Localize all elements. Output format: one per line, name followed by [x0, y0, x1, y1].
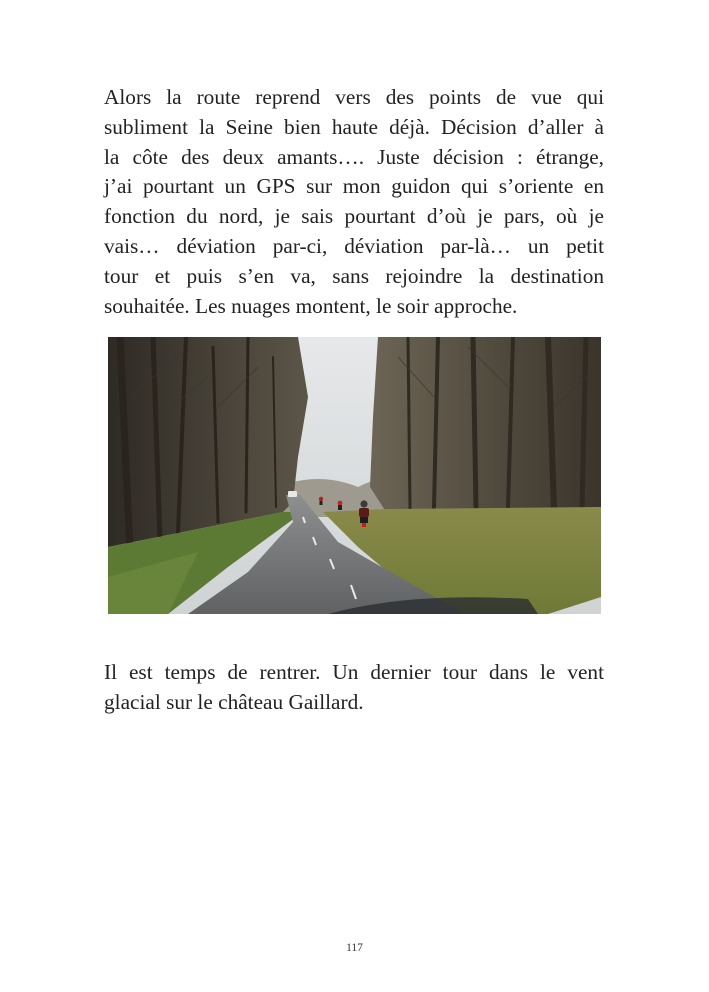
photo-forest-road-motorcycles: [108, 337, 601, 614]
text-line: glacial sur le château Gaillard.: [104, 689, 364, 714]
text-line: Il est temps de rentrer. Un dernier tour dans le vent: [104, 660, 604, 684]
text-line: j’ai pourtant un GPS sur mon guidon qui s’oriente en: [104, 174, 604, 199]
text-line: subliment la Seine bien haute déjà. Décision d’aller à: [104, 114, 604, 139]
text-line: fonction du nord, je sais pourtant d’où je pars, où je: [104, 204, 604, 229]
text-line: vais… déviation par-ci, déviation par-là… un petit: [104, 233, 604, 258]
paragraph-route: [104, 83, 604, 321]
text-line: souhaitée. Les nuages montent, le soir approche.: [104, 293, 518, 318]
paragraph-return: [104, 658, 604, 718]
page-number: 117: [346, 942, 363, 954]
text-line: la côte des deux amants…. Juste décision : étrange,: [104, 144, 604, 169]
text-line: Alors la route reprend vers des points de vue qui: [104, 85, 604, 109]
text-line: tour et puis s’en va, sans rejoindre la destination: [104, 263, 604, 288]
